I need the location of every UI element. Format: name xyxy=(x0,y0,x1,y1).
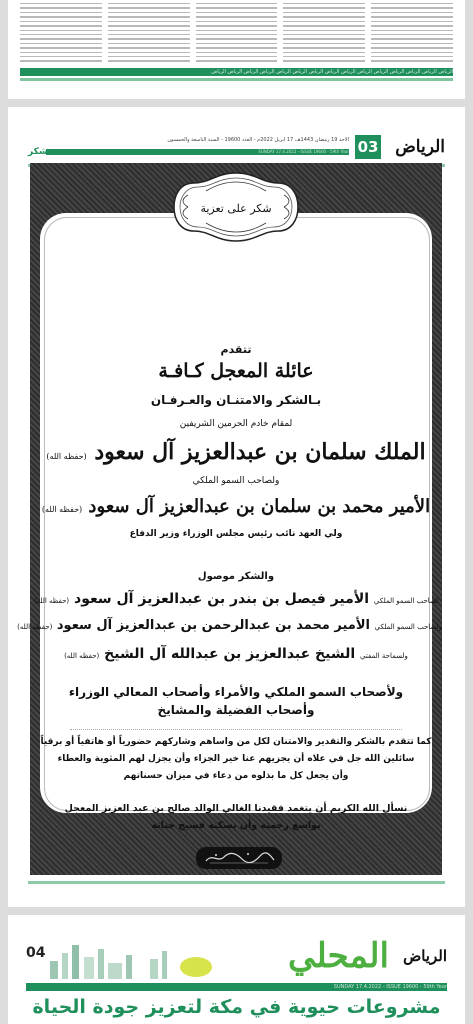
previous-page-fragment xyxy=(8,0,465,99)
thanks-honorific: (حفظه الله) xyxy=(17,623,53,631)
city-skyline-icon xyxy=(46,941,216,979)
thanks-honorific: (حفظه الله) xyxy=(33,597,70,605)
section-label: شكر xyxy=(28,147,48,157)
family-name: عائلة المعجل كـافـة xyxy=(158,360,314,382)
crown-prince-line xyxy=(30,496,442,517)
calligraphy-icon xyxy=(196,847,282,869)
dateline: الأحد 19 رمضان 1443هـ، 17 أبريل 2022م - العدد 19600 - السنة التاسعة والخمسون xyxy=(167,137,349,143)
thanks-extended: والشكر موصول xyxy=(197,571,275,582)
king-name: الملك سلمان بن عبدالعزيز آل سعود xyxy=(94,439,426,465)
others-line-2: وأصحاب الفضيلة والمشايخ xyxy=(157,703,315,717)
footer-stripe xyxy=(28,881,445,884)
prayer-line: بواسع رحمته وأن يسكنه فسيح جناته xyxy=(151,820,321,831)
crown-prince-name: الأمير محمد بن سلمان بن عبدالعزيز آل سعود xyxy=(88,496,431,517)
next-newspaper-logo: الرياض xyxy=(403,947,447,965)
gratitude-line: بـالشكر والامتنـان والعـرفـان xyxy=(150,393,322,407)
thanks-row xyxy=(30,646,442,662)
newspaper-page xyxy=(8,107,465,907)
others-line-1: ولأصحاب السمو الملكي والأمراء وأصحاب المعالي الوزراء xyxy=(68,685,404,699)
next-page-number: 04 xyxy=(26,945,46,961)
separator xyxy=(70,729,402,730)
thanks-name: الأمير محمد بن عبدالرحمن بن عبدالعزيز آل سعود xyxy=(56,618,370,633)
prayer-line: نسأل الله الكريم أن يتغمد فقيدنا الغالي الوالد صالح بن عبد العزيز المعجل xyxy=(64,803,408,814)
masthead xyxy=(28,131,445,161)
paragraph-line: كما تتقدم بالشكر والتقدير والامتنان لكل من واساهم وشاركهم حضورياً أو هاتفياً أو برقياً xyxy=(40,737,432,747)
next-masthead xyxy=(26,935,447,983)
king-name-line xyxy=(30,439,442,465)
masthead-bar: SUNDAY 17.4.2022 - ISSUE 19600 - 59th Year xyxy=(46,149,349,155)
thanks-prefix: ولصاحب السمو الملكي xyxy=(374,623,442,631)
paragraph-line: سائلين الله جل في علاه أن يجزيهم عنا خير الجزاء وأن يجزل لهم المثوبة والعطاء xyxy=(57,754,415,764)
thanks-prefix: لصاحب السمو الملكي xyxy=(373,597,439,605)
ad-content xyxy=(17,163,442,875)
footer-band: الرياض الرياض الرياض الرياض الرياض الرياض الرياض الرياض الرياض الرياض الرياض الرياض الرياض الرياض الرياض xyxy=(20,68,453,76)
custodian-line: لمقام خادم الحرمين الشريفين xyxy=(179,419,293,429)
text-column xyxy=(20,0,102,62)
paragraph-line: وأن يجعل كل ما بذلوه من دعاء في ميزان حسناتهم xyxy=(123,771,349,781)
crown-prince-honorific: (حفظه الله) xyxy=(41,505,83,514)
newspaper-logo: الرياض xyxy=(395,137,445,157)
next-masthead-bar: SUNDAY 17.4.2022 - ISSUE 19600 - 59th Year xyxy=(26,983,447,991)
crown-prince-intro: ولصاحب السمو الملكي xyxy=(192,476,280,486)
section-title: المحلي xyxy=(287,936,389,976)
thanks-prefix: ولسماحة المفتي xyxy=(360,652,408,660)
king-honorific: (حفظه الله) xyxy=(46,452,87,461)
thanks-name: الأمير فيصل بن بندر بن عبدالعزيز آل سعود xyxy=(74,591,370,607)
next-page-fragment xyxy=(8,915,465,1024)
page-number: 03 xyxy=(355,135,381,159)
headline: مشروعات حيوية في مكة لتعزيز جودة الحياة xyxy=(32,996,441,1018)
calligraphy-signature xyxy=(196,847,282,869)
footer-stripe xyxy=(20,78,453,81)
text-column xyxy=(283,0,365,62)
thanks-honorific: (حفظه الله) xyxy=(64,652,100,660)
text-column xyxy=(196,0,278,62)
intro-text: تتقدم xyxy=(220,343,252,356)
previous-page-text-columns xyxy=(20,0,453,62)
medallion-text: شكر على تعزية xyxy=(200,202,272,215)
text-column xyxy=(371,0,453,62)
thanks-name: الشيخ عبدالعزيز بن عبدالله آل الشيخ xyxy=(104,646,356,662)
text-column xyxy=(108,0,190,62)
ad-frame xyxy=(17,163,442,875)
thanks-row xyxy=(17,618,442,633)
crown-prince-title: ولي العهد نائب رئيس مجلس الوزراء وزير الدفاع xyxy=(129,529,343,539)
thanks-row xyxy=(30,591,442,607)
